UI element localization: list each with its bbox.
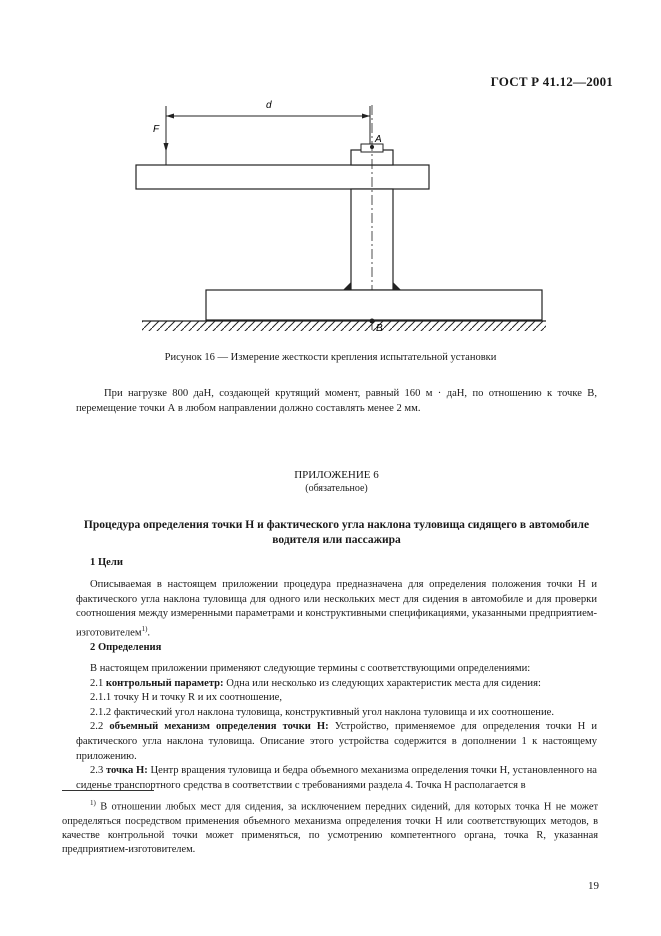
label-b: B (376, 323, 383, 334)
section-1-end: . (147, 627, 151, 639)
item-2-1: 2.1 контрольный параметр: Одна или несколько из следующих характеристик места для сидения: (90, 677, 541, 689)
appendix-title: ПРИЛОЖЕНИЕ 6 (294, 469, 379, 481)
figure-caption: Рисунок 16 — Измерение жесткости крепления испытательной установки (164, 352, 497, 363)
force-arrow (164, 143, 169, 152)
section-1-title: 1 Цели (90, 557, 123, 568)
load-paragraph-text: При нагрузке 800 даН, создающей крутящий момент, равный 160 м · даН, по отношению к точке В, перемещение точки А в любом направлении должно составлять менее 2 мм. (76, 388, 597, 414)
term-h-point: точка Н: (105, 765, 148, 777)
footnote-separator (62, 790, 154, 791)
page-number: 19 (588, 880, 599, 892)
section-1-body: Описываемая в настоящем приложении процедура предназначена для определения положения точки Н и фактического угла наклона туловища для одного или нескольких мест для сидения в автомобиле и для проверки соотношения между измеренными параметрами и конструктивными спецификациями, указанными предприятием-изготовителем (76, 579, 597, 639)
footnote-mark: 1) (90, 799, 96, 807)
footnote-ref: 1) (141, 624, 148, 633)
section-1-text (76, 578, 597, 641)
label-a: A (375, 134, 382, 145)
document-code: ГОСТ Р 41.12—2001 (490, 74, 613, 89)
footnote (62, 796, 598, 858)
label-f: F (153, 124, 160, 135)
appendix-heading: Процедура определения точки Н и фактического угла наклона туловища сидящего в автомобиле водителя или пассажира (83, 519, 590, 546)
item-2-1-2: 2.1.2 фактический угол наклона туловища, конструктивный угол наклона туловища и их соотношение. (90, 706, 554, 718)
item-2-3: 2.3 точка Н: Центр вращения туловища и бедра объемного механизма определения точки Н, установленного на сиденье транспортного средства в соответствии с требованиями раздела 4. Точка Н располагается в (76, 765, 598, 791)
load-paragraph (76, 387, 597, 416)
section-2-text (76, 662, 597, 793)
test-rig-figure (130, 90, 550, 340)
upper-plate (136, 165, 429, 189)
appendix-subtitle: (обязательное) (305, 483, 368, 494)
term-h-point-machine: объемный механизм определения точки Н: (109, 721, 329, 733)
base-plate (206, 290, 542, 320)
weld-right (393, 282, 401, 290)
dimension-arrow-right (362, 114, 370, 119)
ground-hatch (142, 321, 546, 331)
weld-left (343, 282, 351, 290)
item-2-1-1: 2.1.1 точку Н и точку R и их соотношение, (90, 692, 282, 704)
label-d: d (266, 100, 272, 111)
point-b-marker (370, 319, 375, 324)
dimension-arrow-left (166, 114, 174, 119)
section-2-title: 2 Определения (90, 642, 162, 653)
section-2-intro: В настоящем приложении применяют следующие термины с соответствующими определениями: (90, 663, 531, 674)
term-control-parameter: контрольный параметр: (105, 677, 224, 689)
footnote-text: В отношении любых мест для сидения, за исключением передних сидений, для которых точка Н не может определяться посредством применения объемного механизма определения точки Н или соответствующих методов, в качестве контрольной точки может применяться, по усмотрению компетентного органа, точка R, указанная предприятием-изготовителем. (62, 801, 598, 856)
item-2-2: 2.2 объемный механизм определения точки Н: Устройство, применяемое для определения точки Н и фактического угла наклона туловища. Описание этого устройства содержится в дополнении 1 к настоящему приложению. (76, 721, 597, 762)
